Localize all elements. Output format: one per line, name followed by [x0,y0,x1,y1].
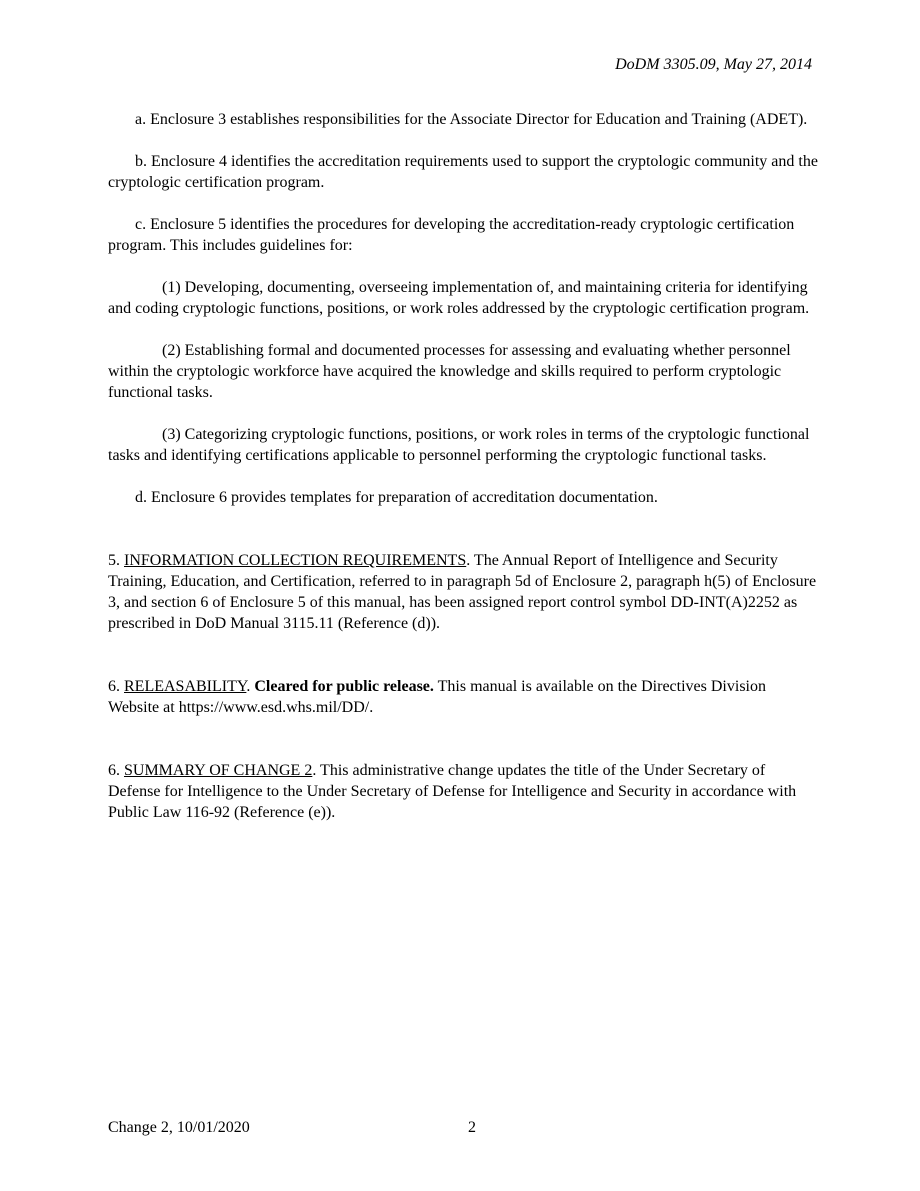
paragraph-d: d. Enclosure 6 provides templates for preparation of accreditation documentation. [135,489,658,506]
paragraph-summary-of-change [108,760,820,823]
document-header: DoDM 3305.09, May 27, 2014 [615,56,812,73]
paragraph-releasability [108,676,820,718]
section-separator: . [246,678,255,695]
section-text: . The Annual Report of Intelligence and Security Training, Education, and Certification, referred to in paragraph 5d of Enclosure 2, paragraph h(5) of Enclosure 3, and section 6 of Enclosure 5 of this manual, has been assigned report control symbol DD-INT(A)2252 as prescribed in DoD Manual 3115.11 (Reference (d)). [108,552,817,632]
paragraph-c: c. Enclosure 5 identifies the procedures for developing the accreditation-ready cryptologic certification program. This includes guidelines for: [108,216,795,254]
section-text: This manual is available on the Directives Division Website at https://www.esd.whs.mil/DD/. [108,678,766,716]
document-body [108,109,820,823]
paragraph-c3: (3) Categorizing cryptologic functions, positions, or work roles in terms of the cryptologic functional tasks and identifying certifications applicable to personnel performing the cryptologic functional tasks. [108,426,810,464]
paragraph-a: a. Enclosure 3 establishes responsibilities for the Associate Director for Education and Training (ADET). [135,111,808,128]
section-number: 6. [108,678,124,695]
paragraph-c1: (1) Developing, documenting, overseeing implementation of, and maintaining criteria for identifying and coding cryptologic functions, positions, or work roles addressed by the cryptologic certification program. [108,279,810,317]
section-text: . This administrative change updates the title of the Under Secretary of Defense for Intelligence to the Under Secretary of Defense for Intelligence and Security in accordance with Public Law 116-92 (Reference (e)). [108,762,797,821]
section-heading-information-collection: INFORMATION COLLECTION REQUIREMENTS [124,552,467,569]
section-number: 5. [108,552,124,569]
paragraph-b: b. Enclosure 4 identifies the accreditation requirements used to support the cryptologic community and the cryptologic certification program. [108,153,818,191]
section-heading-releasability: RELEASABILITY [124,678,247,695]
paragraph-information-collection [108,550,820,634]
section-heading-summary-of-change: SUMMARY OF CHANGE 2 [124,762,313,779]
release-statement: Cleared for public release. [254,678,434,695]
footer-change-date: Change 2, 10/01/2020 [108,1119,250,1136]
section-number: 6. [108,762,124,779]
footer-page-number: 2 [468,1119,476,1136]
paragraph-c2: (2) Establishing formal and documented processes for assessing and evaluating whether personnel within the cryptologic workforce have acquired the knowledge and skills required to perform cryptologic functional tasks. [108,342,791,401]
